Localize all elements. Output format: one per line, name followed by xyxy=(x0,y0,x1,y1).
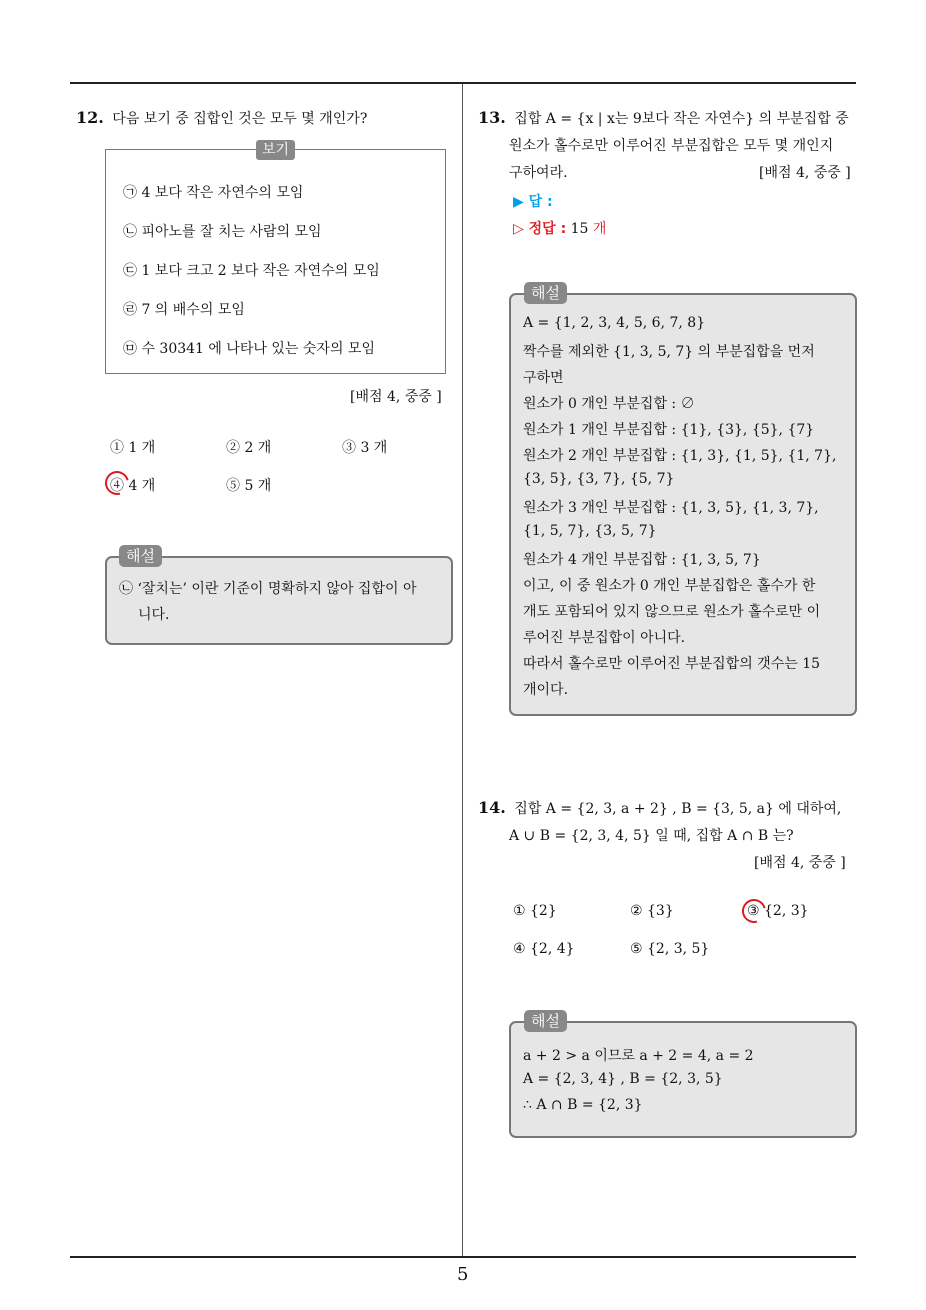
q12-bogi-box xyxy=(105,142,446,374)
q12-solution-box xyxy=(105,547,453,645)
q13-solution-line: A = {1, 2, 3, 4, 5, 6, 7, 8} xyxy=(523,315,706,331)
q13-solution-line: 원소가 1 개인 부분집합 : {1}, {3}, {5}, {7} xyxy=(523,422,815,438)
q13-solution-line: {3, 5}, {3, 7}, {5, 7} xyxy=(523,471,675,487)
q14-question-text: 집합 A = {2, 3, a + 2} , B = {3, 5, a} 에 대하여, xyxy=(514,801,842,817)
q13-correct-answer xyxy=(513,218,606,238)
q12-item: ㉢ 1 보다 크고 2 보다 작은 자연수의 모임 xyxy=(123,263,380,279)
column-divider xyxy=(462,84,463,1256)
top-rule xyxy=(70,82,856,84)
q12-item: ㉠ 4 보다 작은 자연수의 모임 xyxy=(123,185,304,201)
q13-solution-line: 개도 포함되어 있지 않으므로 원소가 홀수로만 이 xyxy=(523,604,821,620)
q13-question-line xyxy=(478,108,849,128)
q14-solution-title: 해설 xyxy=(524,1010,567,1032)
q13-correct-value: 15 xyxy=(570,221,589,237)
q14-choice-5[interactable]: ⑤ {2, 3, 5} xyxy=(630,941,710,957)
q14-number: 14. xyxy=(478,798,506,817)
q14-solution-line: ∴ A ∩ B = {2, 3} xyxy=(523,1097,643,1113)
q14-solution-line: a + 2 > a 이므로 a + 2 = 4, a = 2 xyxy=(523,1048,754,1064)
q12-solution-title: 해설 xyxy=(119,545,162,567)
q14-solution-box xyxy=(509,1012,857,1138)
q13-solution-line: 원소가 0 개인 부분집합 : ∅ xyxy=(523,396,695,412)
q14-question-line xyxy=(478,798,841,818)
q13-solution-line: 원소가 3 개인 부분집합 : {1, 3, 5}, {1, 3, 7}, xyxy=(523,500,819,516)
q12-item: ㉤ 수 30341 에 나타나 있는 숫자의 모임 xyxy=(123,341,375,357)
q13-solution-line: 이고, 이 중 원소가 0 개인 부분집합은 홀수가 한 xyxy=(523,578,816,594)
q12-question xyxy=(76,108,367,128)
q14-points: [배점 4, 중중 ] xyxy=(754,855,846,871)
q12-question-text: 다음 보기 중 집합인 것은 모두 몇 개인가? xyxy=(112,111,368,127)
q14-choice-4[interactable]: ④ {2, 4} xyxy=(513,941,575,957)
q12-choice-2[interactable]: ② 2 개 xyxy=(226,440,272,456)
q13-number: 13. xyxy=(478,108,506,127)
q12-item: ㉣ 7 의 배수의 모임 xyxy=(123,302,245,318)
bottom-rule xyxy=(70,1256,856,1258)
q13-solution-box xyxy=(509,284,857,716)
q12-choice-3[interactable]: ③ 3 개 xyxy=(342,440,388,456)
q13-points: [배점 4, 중중 ] xyxy=(759,165,851,181)
q13-correct-label: ▷ 정답 : xyxy=(513,221,567,237)
q14-question-line: A ∪ B = {2, 3, 4, 5} 일 때, 집합 A ∩ B 는? xyxy=(509,828,794,844)
page-number: 5 xyxy=(457,1264,469,1285)
q13-solution-line: 원소가 4 개인 부분집합 : {1, 3, 5, 7} xyxy=(523,552,761,568)
q13-solution-line: 루어진 부분집합이 아니다. xyxy=(523,630,686,646)
q13-answer-label xyxy=(513,191,553,211)
q14-solution-line: A = {2, 3, 4} , B = {2, 3, 5} xyxy=(523,1071,723,1087)
q12-number: 12. xyxy=(76,108,104,127)
q13-answer-label-text: ▶ 답 : xyxy=(513,194,553,210)
q12-solution-line: 니다. xyxy=(138,607,170,623)
q14-choice-1[interactable]: ① {2} xyxy=(513,903,557,919)
q14-choice-2[interactable]: ② {3} xyxy=(630,903,674,919)
q13-solution-line: 따라서 홀수로만 이루어진 부분집합의 갯수는 15 xyxy=(523,656,821,672)
q12-solution-line: ㉡ ‘잘치는’ 이란 기준이 명확하지 않아 집합이 아 xyxy=(119,581,417,597)
q12-points: [배점 4, 중중 ] xyxy=(350,389,442,405)
q14-choice-3[interactable]: ③ {2, 3} xyxy=(747,903,809,919)
q13-solution-title: 해설 xyxy=(524,282,567,304)
q12-bogi-title: 보기 xyxy=(256,140,295,160)
q12-choice-1[interactable]: ① 1 개 xyxy=(110,440,156,456)
q13-correct-unit: 개 xyxy=(592,221,607,237)
q13-solution-line: 개이다. xyxy=(523,682,569,698)
q13-solution-line: {1, 5, 7}, {3, 5, 7} xyxy=(523,523,657,539)
q13-question-line: 구하여라. xyxy=(509,165,568,181)
q12-choice-4[interactable]: ④ 4 개 xyxy=(110,478,156,494)
q13-solution-line: 원소가 2 개인 부분집합 : {1, 3}, {1, 5}, {1, 7}, xyxy=(523,448,837,464)
q13-solution-line: 구하면 xyxy=(523,370,564,386)
q13-question-text: 집합 A = {x | x는 9보다 작은 자연수} 의 부분집합 중 xyxy=(514,111,849,127)
q13-solution-line: 짝수를 제외한 {1, 3, 5, 7} 의 부분집합을 먼저 xyxy=(523,344,815,360)
q12-item: ㉡ 피아노를 잘 치는 사람의 모임 xyxy=(123,224,322,240)
q12-choice-5[interactable]: ⑤ 5 개 xyxy=(226,478,272,494)
q13-question-line: 원소가 홀수로만 이루어진 부분집합은 모두 몇 개인지 xyxy=(509,138,834,154)
